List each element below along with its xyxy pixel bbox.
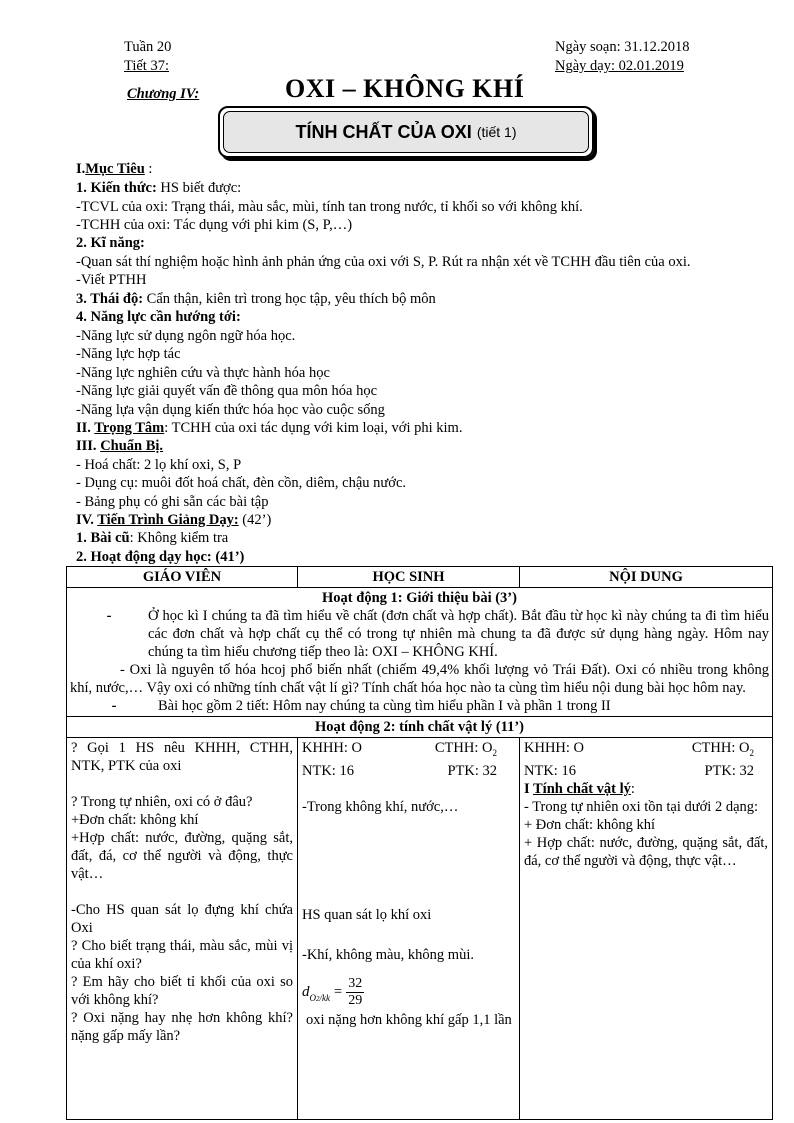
density-sub-kk: /kk bbox=[319, 992, 330, 1003]
knowledge-line bbox=[76, 179, 241, 197]
activity-1-para-3 bbox=[70, 697, 769, 715]
table-header-row bbox=[67, 567, 773, 588]
prep-item-3: - Bảng phụ có ghi sẵn các bài tập bbox=[76, 494, 269, 510]
content-cthh-text: CTHH: O bbox=[691, 740, 750, 756]
student-a4: -Khí, không màu, không mùi. bbox=[302, 946, 474, 963]
prep-item-2: - Dụng cụ: muôi đốt hoá chất, đèn cồn, diêm, chậu nước. bbox=[76, 475, 407, 491]
activity-1-row bbox=[67, 588, 773, 717]
content-heading-prefix: I bbox=[524, 780, 534, 797]
competence-item-1: -Năng lực sử dụng ngôn ngữ hóa học. bbox=[76, 328, 296, 344]
student-khhh: KHHH: O bbox=[302, 740, 363, 756]
objectives-heading bbox=[76, 160, 152, 178]
subtitle-box bbox=[218, 106, 594, 158]
activities-label: 2. Hoạt động dạy học: (41’) bbox=[76, 549, 245, 565]
prep-heading bbox=[76, 437, 163, 455]
competence-item-3: -Năng lực nghiên cứu và thực hành hóa học bbox=[76, 365, 330, 381]
week-label: Tuần 20 bbox=[124, 39, 172, 55]
content-khhh: KHHH: O bbox=[524, 740, 585, 756]
knowledge-label: 1. Kiến thức: bbox=[76, 180, 157, 196]
student-cthh-sub: 2 bbox=[492, 747, 497, 758]
density-symbol: d bbox=[302, 984, 310, 1001]
student-mass-line bbox=[302, 762, 515, 780]
content-cthh-sub: 2 bbox=[749, 747, 754, 758]
content-item-1: - Trong tự nhiên oxi tồn tại dưới 2 dạng: bbox=[524, 798, 759, 815]
knowledge-text: HS biết được: bbox=[156, 180, 242, 196]
prep-item-1: - Hoá chất: 2 lọ khí oxi, S, P bbox=[76, 457, 242, 473]
content-cthh bbox=[692, 739, 754, 762]
bullet-dash: - bbox=[106, 608, 112, 624]
teacher-q6: ? Oxi nặng hay nhẹ hơn không khí? nặng gấp mấy lần? bbox=[71, 1010, 293, 1044]
header-left bbox=[124, 38, 171, 76]
density-sub-o: O bbox=[309, 992, 316, 1003]
student-ntk: NTK: 16 bbox=[302, 762, 354, 779]
content-item-2: + Đơn chất: không khí bbox=[524, 816, 656, 833]
process-heading bbox=[76, 511, 271, 529]
activity-1-text-1: Ở học kì I chúng ta đã tìm hiểu về chất (đơn chất và hợp chất). Bắt đầu từ học kì này chúng ta đi tìm hiểu các đơn chất và hợp chất cụ thể có trong tự nhiên mà chung ta đã được sử dụng hàng ngày. Hôm nay chúng ta tìm hiểu chương tiếp theo là: OXI – KHÔNG KHÍ. bbox=[148, 608, 769, 660]
activity-1-para-1 bbox=[70, 607, 769, 661]
objectives-suffix: : bbox=[144, 161, 153, 177]
col-student: HỌC SINH bbox=[298, 567, 520, 588]
col-teacher: GIÁO VIÊN bbox=[67, 567, 298, 588]
content-ntk: NTK: 16 bbox=[524, 762, 576, 779]
objectives-prefix: I. bbox=[76, 161, 86, 177]
process-prefix: IV. bbox=[76, 512, 98, 528]
focus-line bbox=[76, 419, 462, 437]
old-lesson-text: : Không kiểm tra bbox=[129, 530, 229, 546]
skills-item-2: -Viết PTHH bbox=[76, 272, 147, 288]
competence-item-4: -Năng lực giải quyết vấn đề thông qua môn hóa học bbox=[76, 383, 378, 399]
subtitle-note: (tiết 1) bbox=[476, 124, 517, 140]
chapter-label: Chương IV: bbox=[127, 86, 200, 102]
subtitle-main: TÍNH CHẤT CỦA OXI bbox=[295, 121, 472, 142]
knowledge-item-1: -TCVL của oxi: Trạng thái, màu sắc, mùi, tính tan trong nước, tỉ khối so với không khí. bbox=[76, 199, 583, 215]
teacher-a2-1: +Đơn chất: không khí bbox=[71, 812, 199, 828]
bullet-dash: - bbox=[111, 698, 117, 714]
skills-item-1: -Quan sát thí nghiệm hoặc hình ảnh phản ứng của oxi với S, P. Rút ra nhận xét về TCHH đầu tiên của oxi. bbox=[76, 254, 691, 270]
density-sub bbox=[310, 989, 331, 1008]
density-fraction bbox=[346, 976, 364, 1009]
old-lesson-line bbox=[76, 529, 228, 547]
knowledge-item-2: -TCHH của oxi: Tác dụng với phi kim (S, P,…) bbox=[76, 217, 353, 233]
teacher-cell bbox=[67, 738, 298, 1120]
attitude-text: Cẩn thận, kiên trì trong học tập, yêu thích bộ môn bbox=[143, 291, 436, 307]
density-sub-2: 2 bbox=[316, 994, 320, 1003]
attitude-label: 3. Thái độ: bbox=[76, 291, 144, 307]
content-formula-line bbox=[524, 739, 768, 762]
activity-2-row bbox=[67, 738, 773, 1120]
focus-prefix: II. bbox=[76, 420, 95, 436]
subtitle-box-inner bbox=[223, 111, 589, 153]
student-cell bbox=[298, 738, 520, 1120]
competence-item-5: -Năng lựa vận dụng kiến thức hóa học vào cuộc sống bbox=[76, 402, 385, 418]
equals-sign: = bbox=[334, 984, 343, 1001]
student-cthh bbox=[435, 739, 497, 762]
lesson-label: Tiết 37: bbox=[124, 58, 169, 74]
teacher-q3: -Cho HS quan sát lọ đựng khí chứa Oxi bbox=[71, 902, 293, 936]
fraction-denominator: 29 bbox=[348, 992, 363, 1008]
student-ptk: PTK: 32 bbox=[447, 762, 497, 779]
competence-item-2: -Năng lực hợp tác bbox=[76, 346, 181, 362]
process-label: Tiến Trình Giảng Dạy: bbox=[97, 512, 239, 528]
page-title: OXI – KHÔNG KHÍ bbox=[285, 74, 525, 103]
activity-2-title-row bbox=[67, 717, 773, 738]
content-heading-suffix: : bbox=[630, 780, 635, 797]
header-right bbox=[555, 38, 690, 76]
content-ptk: PTK: 32 bbox=[704, 762, 754, 779]
process-time: (42’) bbox=[238, 512, 272, 528]
old-lesson-label: 1. Bài cũ bbox=[76, 530, 130, 546]
activity-1-cell bbox=[67, 588, 773, 717]
focus-label: Trọng Tâm bbox=[94, 420, 165, 436]
teacher-q4: ? Cho biết trạng thái, màu sắc, mùi vị của khí oxi? bbox=[71, 938, 293, 972]
content-cell bbox=[520, 738, 773, 1120]
content-item-3: + Hợp chất: nước, đường, quặng sắt, đất, đá, cơ thể người và động, thực vật… bbox=[524, 834, 768, 869]
content-mass-line bbox=[524, 762, 768, 780]
teacher-q2: ? Trong tự nhiên, oxi có ở đâu? bbox=[71, 794, 253, 810]
fraction-numerator: 32 bbox=[348, 975, 363, 991]
student-cthh-text: CTHH: O bbox=[434, 740, 493, 756]
focus-text: : TCHH của oxi tác dụng với kim loại, với phi kim. bbox=[164, 420, 463, 436]
activity-2-title: Hoạt động 2: tính chất vật lý (11’) bbox=[67, 717, 773, 738]
teacher-a2-2: +Hợp chất: nước, đường, quặng sắt, đất, đá, cơ thể người và động, thực vật… bbox=[71, 830, 293, 882]
prep-prefix: III. bbox=[76, 438, 101, 454]
student-a3: HS quan sát lọ khí oxi bbox=[302, 906, 432, 923]
attitude-line bbox=[76, 290, 436, 308]
student-density-formula bbox=[302, 976, 515, 1009]
lesson-table bbox=[66, 566, 773, 1120]
date-prepared: Ngày soạn: 31.12.2018 bbox=[555, 39, 690, 55]
objectives-title: Mục Tiêu bbox=[85, 161, 145, 177]
teacher-q5: ? Em hãy cho biết tỉ khối của oxi so với không khí? bbox=[71, 974, 293, 1008]
activity-1-text-3: Bài học gồm 2 tiết: Hôm nay chúng ta cùng tìm hiểu phần I và phần 1 trong II bbox=[158, 698, 611, 714]
student-formula-line bbox=[302, 739, 515, 762]
student-a6: oxi nặng hơn không khí gấp 1,1 lần bbox=[306, 1011, 512, 1028]
activity-1-text-2: - Oxi là nguyên tố hóa hcoj phổ biến nhất (chiếm 49,4% khối lượng vỏ Trái Đất). Oxi có nhiều trong không khí, nước,… Vậy oxi có những tính chất vật lí gì? Tính chất hóa học nào ta cùng tìm hiểu nội dung bài học hôm nay. bbox=[70, 662, 769, 696]
content-heading bbox=[524, 780, 768, 798]
teacher-q1: ? Gọi 1 HS nêu KHHH, CTHH, NTK, PTK của oxi bbox=[71, 740, 293, 774]
skills-label: 2. Kĩ năng: bbox=[76, 235, 145, 251]
prep-label: Chuẩn Bị. bbox=[100, 438, 164, 454]
activity-1-title: Hoạt động 1: Giới thiệu bài (3’) bbox=[322, 590, 517, 606]
date-taught: Ngày dạy: 02.01.2019 bbox=[555, 58, 684, 74]
content-heading-text: Tính chất vật lý bbox=[533, 780, 631, 797]
competence-label: 4. Năng lực cần hướng tới: bbox=[76, 309, 241, 325]
student-a2: -Trong không khí, nước,… bbox=[302, 798, 459, 815]
col-content: NỘI DUNG bbox=[520, 567, 773, 588]
